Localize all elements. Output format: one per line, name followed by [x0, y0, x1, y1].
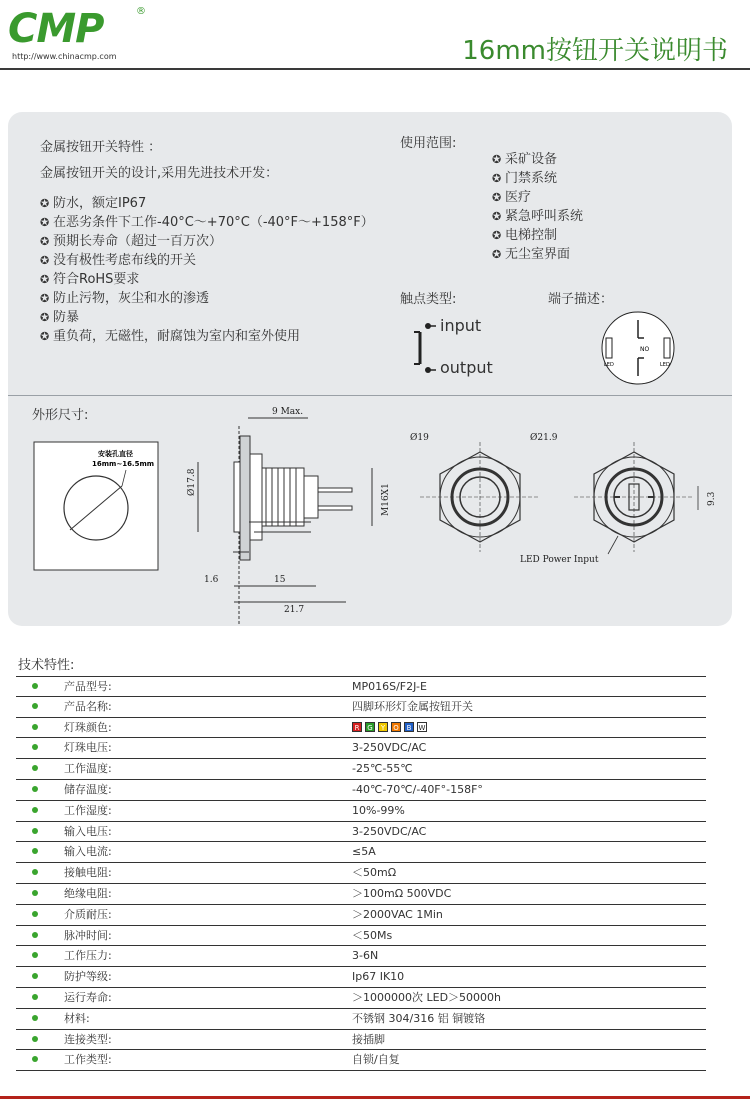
dim-21-7: 21.7 [284, 605, 305, 615]
table-row [16, 759, 706, 780]
green-dot-icon [32, 828, 38, 834]
contact-type-title: 触点类型: [400, 292, 457, 307]
registered-mark: ® [136, 6, 146, 17]
spec-label: 运行寿命: [64, 990, 112, 1004]
table-row [16, 905, 706, 926]
feature-item: ✪ 在恶劣条件下工作-40°C～+70°C（-40°F～+158°F） [40, 215, 374, 230]
spec-label: 产品型号: [64, 680, 112, 693]
green-dot-icon [32, 911, 38, 917]
specs-title: 技术特性: [18, 658, 75, 673]
green-dot-icon [32, 765, 38, 771]
green-dot-icon [32, 973, 38, 979]
green-dot-icon [32, 1056, 38, 1062]
dim-17-8: Ø17.8 [187, 468, 197, 496]
led-right-label: LED [660, 362, 670, 368]
spec-value: Ip67 IK10 [352, 970, 405, 984]
features-list [40, 194, 374, 346]
green-dot-icon [32, 744, 38, 750]
features-subtitle: 金属按钮开关的设计,采用先进技术开发： [40, 166, 279, 181]
star-bullet-icon: ✪ [492, 172, 502, 185]
table-row [16, 926, 706, 947]
spec-value: ＜50mΩ [352, 866, 397, 880]
star-bullet-icon: ✪ [40, 254, 50, 267]
spec-value: ＞2000VAC 1Min [352, 907, 443, 921]
feature-item: ✪ 预期长寿命（超过一百万次） [40, 234, 223, 249]
dim-9-3: 9.3 [707, 491, 717, 506]
hole-label-2: 16mm~16.5mm [92, 460, 155, 468]
logo-url: http://www.chinacmp.com [12, 52, 117, 61]
green-dot-icon [32, 932, 38, 938]
input-label: input [440, 316, 482, 335]
table-row [16, 1009, 706, 1030]
feature-item: ✪ 防暴 [40, 310, 80, 325]
dimension-drawings [8, 396, 732, 626]
table-row [16, 842, 706, 863]
star-bullet-icon: ✪ [40, 273, 50, 286]
spec-label: 工作类型: [64, 1053, 112, 1067]
hole-label-1: 安装孔直径 [98, 450, 133, 458]
table-row [16, 822, 706, 843]
spec-value: 接插脚 [352, 1032, 385, 1046]
front-view-drawing [420, 442, 540, 552]
table-row [16, 1050, 706, 1071]
spec-label: 接触电阻: [64, 866, 112, 880]
star-bullet-icon: ✪ [40, 197, 50, 210]
spec-value: -25℃-55℃ [352, 762, 413, 776]
table-row [16, 801, 706, 822]
green-dot-icon [32, 869, 38, 875]
spec-label: 介质耐压: [64, 907, 112, 921]
table-row [16, 676, 706, 697]
spec-value: ＞100mΩ 500VDC [352, 886, 452, 900]
star-bullet-icon: ✪ [40, 235, 50, 248]
spec-value: 3-250VDC/AC [352, 824, 427, 838]
table-row [16, 988, 706, 1009]
star-bullet-icon: ✪ [492, 229, 502, 242]
spec-label: 储存温度: [64, 782, 112, 796]
spec-label: 连接类型: [64, 1032, 112, 1046]
green-dot-icon [32, 724, 38, 730]
mounting-hole-drawing [34, 442, 158, 570]
color-swatch: W [418, 723, 426, 732]
dim-m16: M16X1 [381, 483, 391, 516]
table-row [16, 946, 706, 967]
terminal-diagram [598, 308, 678, 388]
spec-label: 防护等级: [64, 970, 112, 984]
spec-value: ＞1000000次 LED＞50000h [352, 990, 501, 1004]
spec-label: 绝缘电阻: [64, 886, 112, 900]
feature-item: ✪ 符合RoHS要求 [40, 272, 140, 287]
spec-label: 材料: [64, 1011, 90, 1025]
table-row [16, 780, 706, 801]
green-dot-icon [32, 1036, 38, 1042]
table-row [16, 697, 706, 718]
green-dot-icon [32, 994, 38, 1000]
side-view-drawing [198, 418, 372, 626]
table-row [16, 884, 706, 905]
star-bullet-icon: ✪ [492, 210, 502, 223]
dim-1-6: 1.6 [204, 575, 219, 585]
usage-list [492, 150, 583, 264]
table-row [16, 863, 706, 884]
feature-item: ✪ 防止污物，灰尘和水的渗透 [40, 291, 210, 306]
usage-item: ✪ 电梯控制 [492, 228, 558, 243]
table-row [16, 967, 706, 988]
color-swatch: B [404, 722, 414, 732]
green-dot-icon [32, 952, 38, 958]
spec-label: 工作湿度: [64, 803, 112, 817]
spec-value: 10%-99% [352, 803, 405, 817]
feature-item: ✪ 没有极性考虑布线的开关 [40, 253, 197, 268]
spec-value: MP016S/F2J-E [352, 680, 427, 693]
info-panel [8, 112, 732, 626]
color-swatch: Y [378, 722, 388, 732]
spec-value: 3-250VDC/AC [352, 741, 427, 755]
green-dot-icon [32, 683, 38, 689]
spec-label: 灯珠颜色: [64, 720, 112, 734]
star-bullet-icon: ✪ [492, 153, 502, 166]
spec-label: 工作温度: [64, 762, 112, 776]
star-bullet-icon: ✪ [492, 248, 502, 261]
spec-value: ＜50Ms [352, 928, 393, 942]
output-label: output [440, 358, 493, 377]
spec-value: 自锁/自复 [352, 1053, 400, 1067]
terminal-title: 端子描述： [548, 292, 614, 307]
dim-9max: 9 Max. [272, 407, 304, 417]
page-header [0, 0, 750, 72]
spec-value: -40℃-70℃/-40F°-158F° [352, 782, 483, 796]
green-dot-icon [32, 848, 38, 854]
green-dot-icon [32, 786, 38, 792]
usage-item: ✪ 门禁系统 [492, 171, 558, 186]
star-bullet-icon: ✪ [492, 191, 502, 204]
dimensions-title: 外形尺寸: [32, 408, 89, 423]
led-power-input-label: LED Power Input [520, 555, 599, 565]
features-title: 金属按钮开关特性 ： [40, 140, 162, 155]
spec-value: 3-6N [352, 949, 379, 963]
led-color-swatches [352, 722, 427, 732]
star-bullet-icon: ✪ [40, 216, 50, 229]
spec-label: 灯珠电压: [64, 741, 112, 755]
led-left-label: LED [604, 362, 614, 368]
usage-item: ✪ 无尘室界面 [492, 247, 571, 262]
table-row [16, 738, 706, 759]
header-divider [0, 68, 750, 70]
star-bullet-icon: ✪ [40, 330, 50, 343]
spec-label: 输入电压: [64, 824, 112, 838]
no-label: NO [640, 346, 650, 353]
spec-label: 产品名称: [64, 699, 112, 713]
rear-view-drawing [574, 442, 698, 554]
table-row [16, 718, 706, 739]
usage-title: 使用范围: [400, 136, 457, 151]
dim-15: 15 [274, 575, 286, 585]
page-title: 16mm按钮开关说明书 [462, 36, 728, 66]
table-row [16, 1030, 706, 1051]
star-bullet-icon: ✪ [40, 311, 50, 324]
feature-item: ✪ 防水，额定IP67 [40, 196, 147, 211]
star-bullet-icon: ✪ [40, 292, 50, 305]
specs-table [16, 676, 706, 1071]
usage-item: ✪ 医疗 [492, 190, 532, 205]
green-dot-icon [32, 1015, 38, 1021]
cmp-logo [8, 6, 158, 66]
dim-19: Ø19 [410, 433, 429, 443]
footer-line [0, 1096, 750, 1099]
dim-21-9: Ø21.9 [530, 433, 558, 443]
green-dot-icon [32, 890, 38, 896]
spec-label: 输入电流: [64, 845, 112, 859]
spec-label: 脉冲时间: [64, 928, 112, 942]
spec-value: 四脚环形灯金属按钮开关 [352, 699, 473, 713]
usage-item: ✪ 紧急呼叫系统 [492, 209, 584, 224]
feature-item: ✪ 重负荷，无磁性，耐腐蚀为室内和室外使用 [40, 329, 301, 344]
color-swatch: G [365, 722, 375, 732]
green-dot-icon [32, 703, 38, 709]
spec-value: 不锈钢 304/316 铝 铜镀铬 [352, 1011, 486, 1025]
color-swatch: R [352, 722, 362, 732]
spec-label: 工作压力: [64, 949, 112, 963]
usage-item: ✪ 采矿设备 [492, 152, 558, 167]
green-dot-icon [32, 807, 38, 813]
logo-text: CMP [8, 6, 104, 52]
color-swatch: O [391, 722, 401, 732]
spec-value: ≤5A [352, 845, 376, 859]
